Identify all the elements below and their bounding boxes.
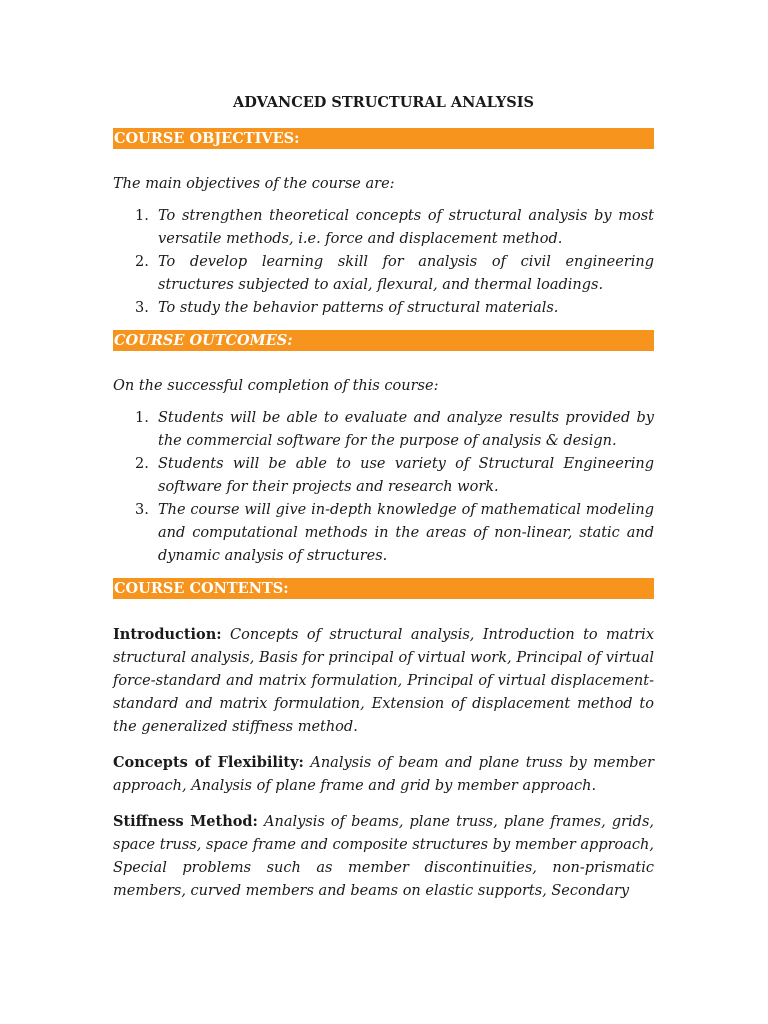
outcomes-intro: On the successful completion of this course: bbox=[113, 378, 439, 394]
outcome-text: Students will be able to evaluate and analyze results provided by the commercial software for the purpose of analysis & design. bbox=[158, 410, 654, 449]
list-item: 3. To study the behavior patterns of structural materials. bbox=[135, 300, 559, 316]
list-item: 3. The course will give in-depth knowledge of mathematical modeling and computational methods in the areas of non-linear, static and dynamic analysis of structures. bbox=[135, 502, 654, 564]
outcome-text: The course will give in-depth knowledge of mathematical modeling and computational methods in the areas of non-linear, static and dynamic analysis of structures. bbox=[158, 502, 654, 564]
course-outcomes-heading: COURSE OUTCOMES: bbox=[113, 330, 654, 351]
objective-text: To develop learning skill for analysis of civil engineering structures subjected to axial, flexural, and thermal loadings. bbox=[158, 254, 654, 293]
course-objectives-heading: COURSE OBJECTIVES: bbox=[113, 128, 654, 149]
document-title: ADVANCED STRUCTURAL ANALYSIS bbox=[233, 94, 534, 111]
objective-text: To strengthen theoretical concepts of structural analysis by most versatile methods, i.e. force and displacement method. bbox=[158, 208, 654, 247]
objectives-intro: The main objectives of the course are: bbox=[113, 176, 395, 192]
objectives-list bbox=[113, 205, 654, 320]
outcomes-list bbox=[113, 407, 654, 568]
outcome-text: Students will be able to use variety of Structural Engineering software for their projects and research work. bbox=[158, 456, 654, 495]
list-item: 1. To strengthen theoretical concepts of structural analysis by most versatile methods, i.e. force and displacement method. bbox=[135, 208, 654, 247]
document-page bbox=[113, 92, 654, 915]
paragraph-text: Concepts of structural analysis, Introduction to matrix structural analysis, Basis for principal of virtual work, Principal of virtual force-standard and matrix formulation, Principal of virtual displacement-standard and matrix formulation, Extension of displacement method to the generalized stiffness method. bbox=[113, 627, 654, 735]
paragraph-lead: Stiffness Method: bbox=[113, 813, 258, 830]
contents-paragraph-introduction bbox=[113, 623, 654, 739]
course-contents-heading: COURSE CONTENTS: bbox=[113, 578, 654, 599]
paragraph-lead: Introduction: bbox=[113, 626, 222, 643]
paragraph-text: Analysis of beams, plane truss, plane frames, grids, space truss, space frame and composite structures by member approach, Special problems such as member discontinuities, non-prismatic members, curved members and beams on elastic supports, Secondary bbox=[113, 814, 655, 899]
list-item: 1. Students will be able to evaluate and analyze results provided by the commercial software for the purpose of analysis & design. bbox=[135, 410, 654, 449]
contents-paragraph-stiffness bbox=[113, 810, 654, 903]
paragraph-lead: Concepts of Flexibility: bbox=[113, 754, 304, 771]
list-item: 2. To develop learning skill for analysis of civil engineering structures subjected to axial, flexural, and thermal loadings. bbox=[135, 254, 654, 293]
contents-paragraph-flexibility bbox=[113, 751, 654, 798]
list-item: 2. Students will be able to use variety of Structural Engineering software for their projects and research work. bbox=[135, 456, 654, 495]
objective-text: To study the behavior patterns of structural materials. bbox=[158, 300, 559, 316]
paragraph-text: Analysis of beam and plane truss by member approach, Analysis of plane frame and grid by member approach. bbox=[113, 755, 654, 794]
